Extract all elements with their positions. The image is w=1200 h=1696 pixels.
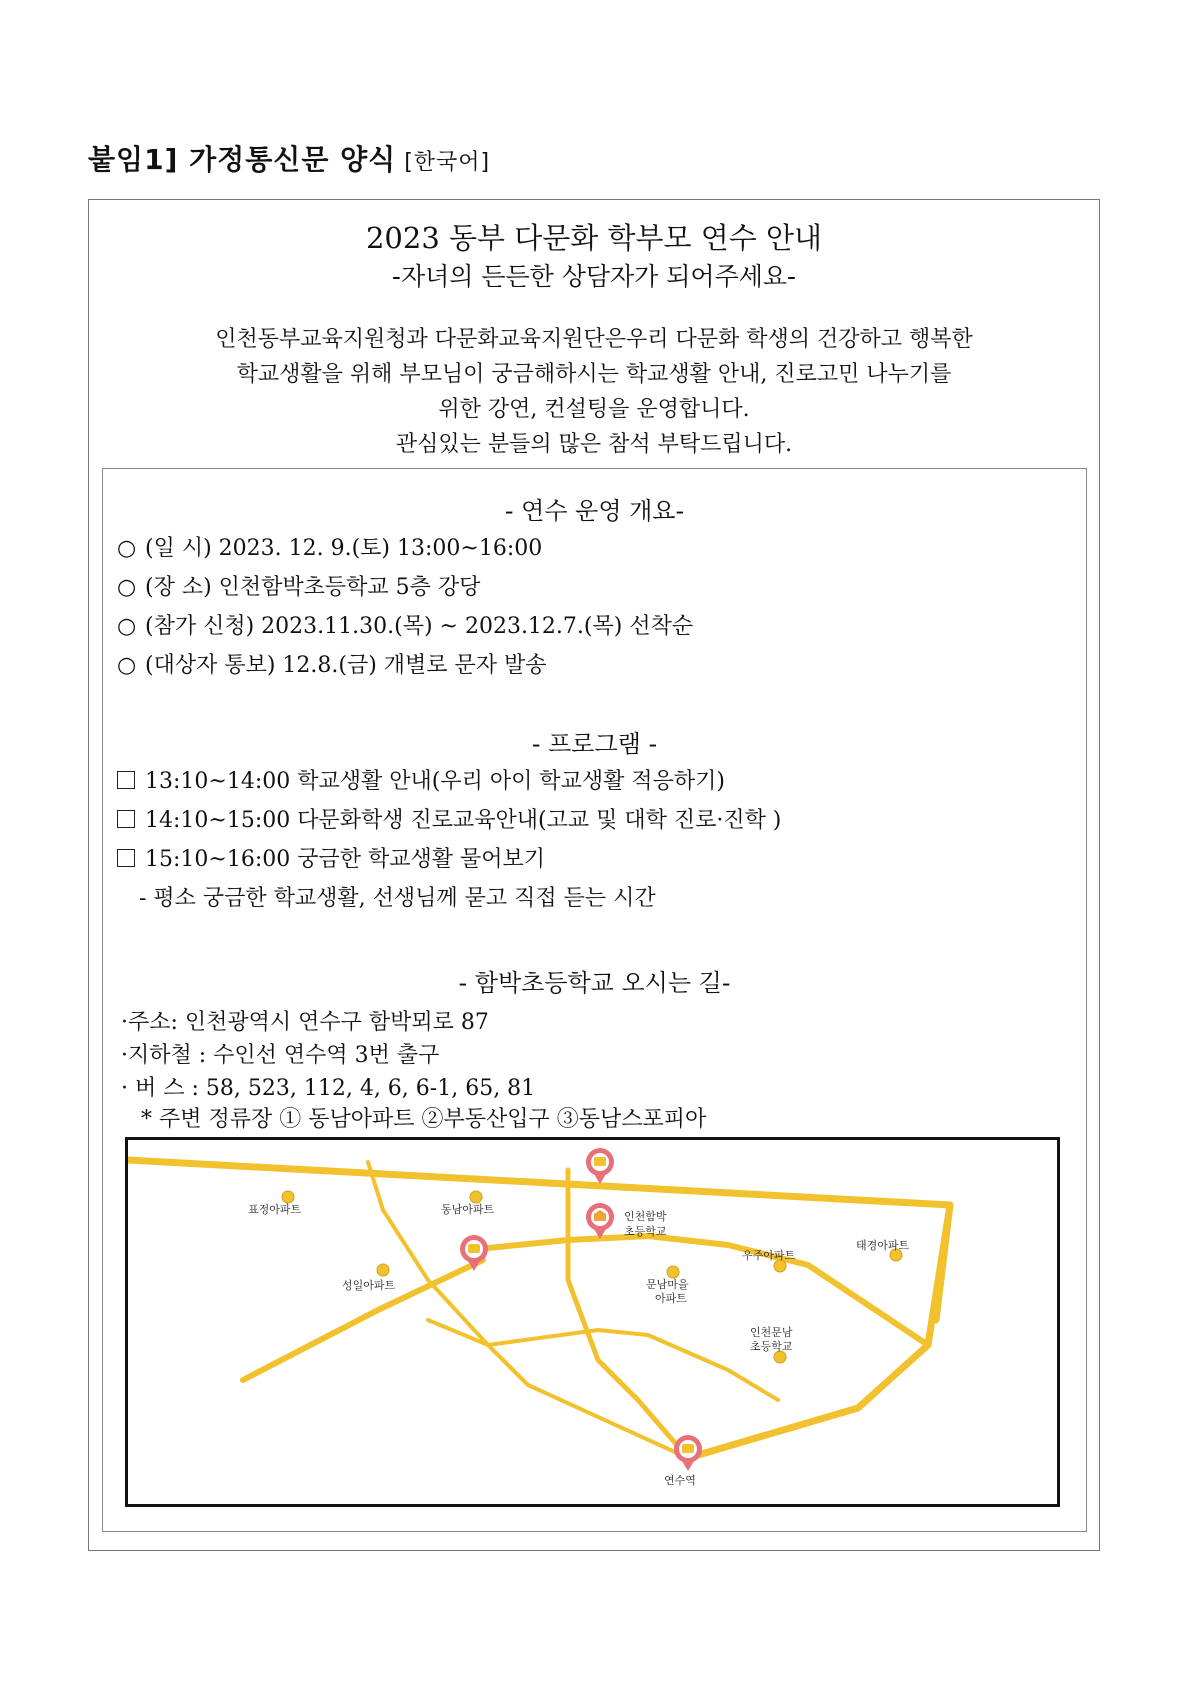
- map-label: 인천함박: [624, 1210, 667, 1223]
- place-dot: [377, 1264, 389, 1276]
- language-tag: [한국어]: [404, 150, 491, 175]
- map-label: 아파트: [655, 1292, 687, 1305]
- attachment-title: 붙임1] 가정통신문 양식: [88, 143, 397, 176]
- attachment-heading: [88, 138, 490, 178]
- address-line: ·주소: 인천광역시 연수구 함박뫼로 87: [121, 1010, 489, 1035]
- map-label: 연수역: [664, 1474, 696, 1487]
- map-label: 인천문남: [750, 1326, 793, 1339]
- overview-item: ○ (일 시) 2023. 12. 9.(토) 13:00~16:00: [117, 536, 543, 561]
- intro-line: 관심있는 분들의 많은 참석 부탁드립니다.: [395, 432, 793, 457]
- intro-line: 위한 강연, 컨설팅을 운영합니다.: [438, 397, 750, 422]
- newsletter-subtitle: -자녀의 든든한 상담자가 되어주세요-: [391, 262, 797, 291]
- checkbox-icon: [117, 849, 135, 867]
- intro-line: 학교생활을 위해 부모님이 궁금해하시는 학교생활 안내, 진로고민 나누기를: [236, 362, 952, 387]
- program-title: - 프로그램 -: [531, 730, 658, 758]
- bullet-icon: ○: [117, 536, 137, 561]
- place-dot: [667, 1266, 679, 1278]
- program-item: 13:10~14:00 학교생활 안내(우리 아이 학교생활 적응하기): [117, 764, 725, 795]
- program-note: - 평소 궁금한 학교생활, 선생님께 묻고 직접 듣는 시간: [139, 886, 656, 911]
- map-labels: [248, 1202, 910, 1487]
- bus-stop-marker-icon: [674, 1435, 702, 1471]
- place-dot: [282, 1191, 294, 1203]
- overview-item: ○ (장 소) 인천함박초등학교 5층 강당: [117, 575, 481, 600]
- map-label: 표정아파트: [248, 1203, 302, 1216]
- bus-stop-marker-icon: [586, 1148, 614, 1184]
- newsletter-title: 2023 동부 다문화 학부모 연수 안내: [365, 221, 823, 255]
- map-drawing: [128, 1140, 1057, 1504]
- map-label: 성일아파트: [342, 1279, 396, 1292]
- bullet-icon: ○: [117, 653, 137, 678]
- overview-title: - 연수 운영 개요-: [504, 497, 685, 525]
- intro-line: 인천동부교육지원청과 다문화교육지원단은우리 다문화 학생의 건강하고 행복한: [215, 327, 973, 352]
- program-item: 14:10~15:00 다문화학생 진로교육안내(고교 및 대학 진로·진학 ): [117, 803, 781, 834]
- map-label: 태경아파트: [856, 1239, 910, 1252]
- bullet-icon: ○: [117, 614, 137, 639]
- map-label: 문남마을: [646, 1278, 689, 1291]
- directions-title: - 함박초등학교 오시는 길-: [458, 969, 731, 997]
- subway-line: ·지하철 : 수인선 연수역 3번 출구: [121, 1043, 440, 1068]
- checkbox-icon: [117, 810, 135, 828]
- bus-line: · 버 스 : 58, 523, 112, 4, 6, 6-1, 65, 81: [121, 1076, 536, 1101]
- map-label: 동남아파트: [441, 1203, 495, 1216]
- details-box: [102, 468, 1087, 1532]
- newsletter-frame: [88, 199, 1100, 1551]
- overview-item: ○ (참가 신청) 2023.11.30.(목) ~ 2023.12.7.(목) 선착순: [117, 614, 694, 639]
- map-label: 초등학교: [750, 1340, 793, 1353]
- school-marker-icon: [586, 1203, 614, 1239]
- place-dot: [470, 1191, 482, 1203]
- map-label: 우주아파트: [742, 1249, 796, 1262]
- map-label: 초등학교: [624, 1225, 667, 1238]
- program-item: 15:10~16:00 궁금한 학교생활 물어보기: [117, 842, 545, 873]
- overview-item: ○ (대상자 통보) 12.8.(금) 개별로 문자 발송: [117, 653, 547, 678]
- bus-stop-marker-icon: [460, 1235, 488, 1271]
- bus-stops-line: * 주변 정류장 ① 동남아파트 ②부동산입구 ③동남스포피아: [141, 1107, 707, 1132]
- location-map: [125, 1137, 1060, 1507]
- bullet-icon: ○: [117, 575, 137, 600]
- intro-text: [89, 322, 1099, 462]
- checkbox-icon: [117, 771, 135, 789]
